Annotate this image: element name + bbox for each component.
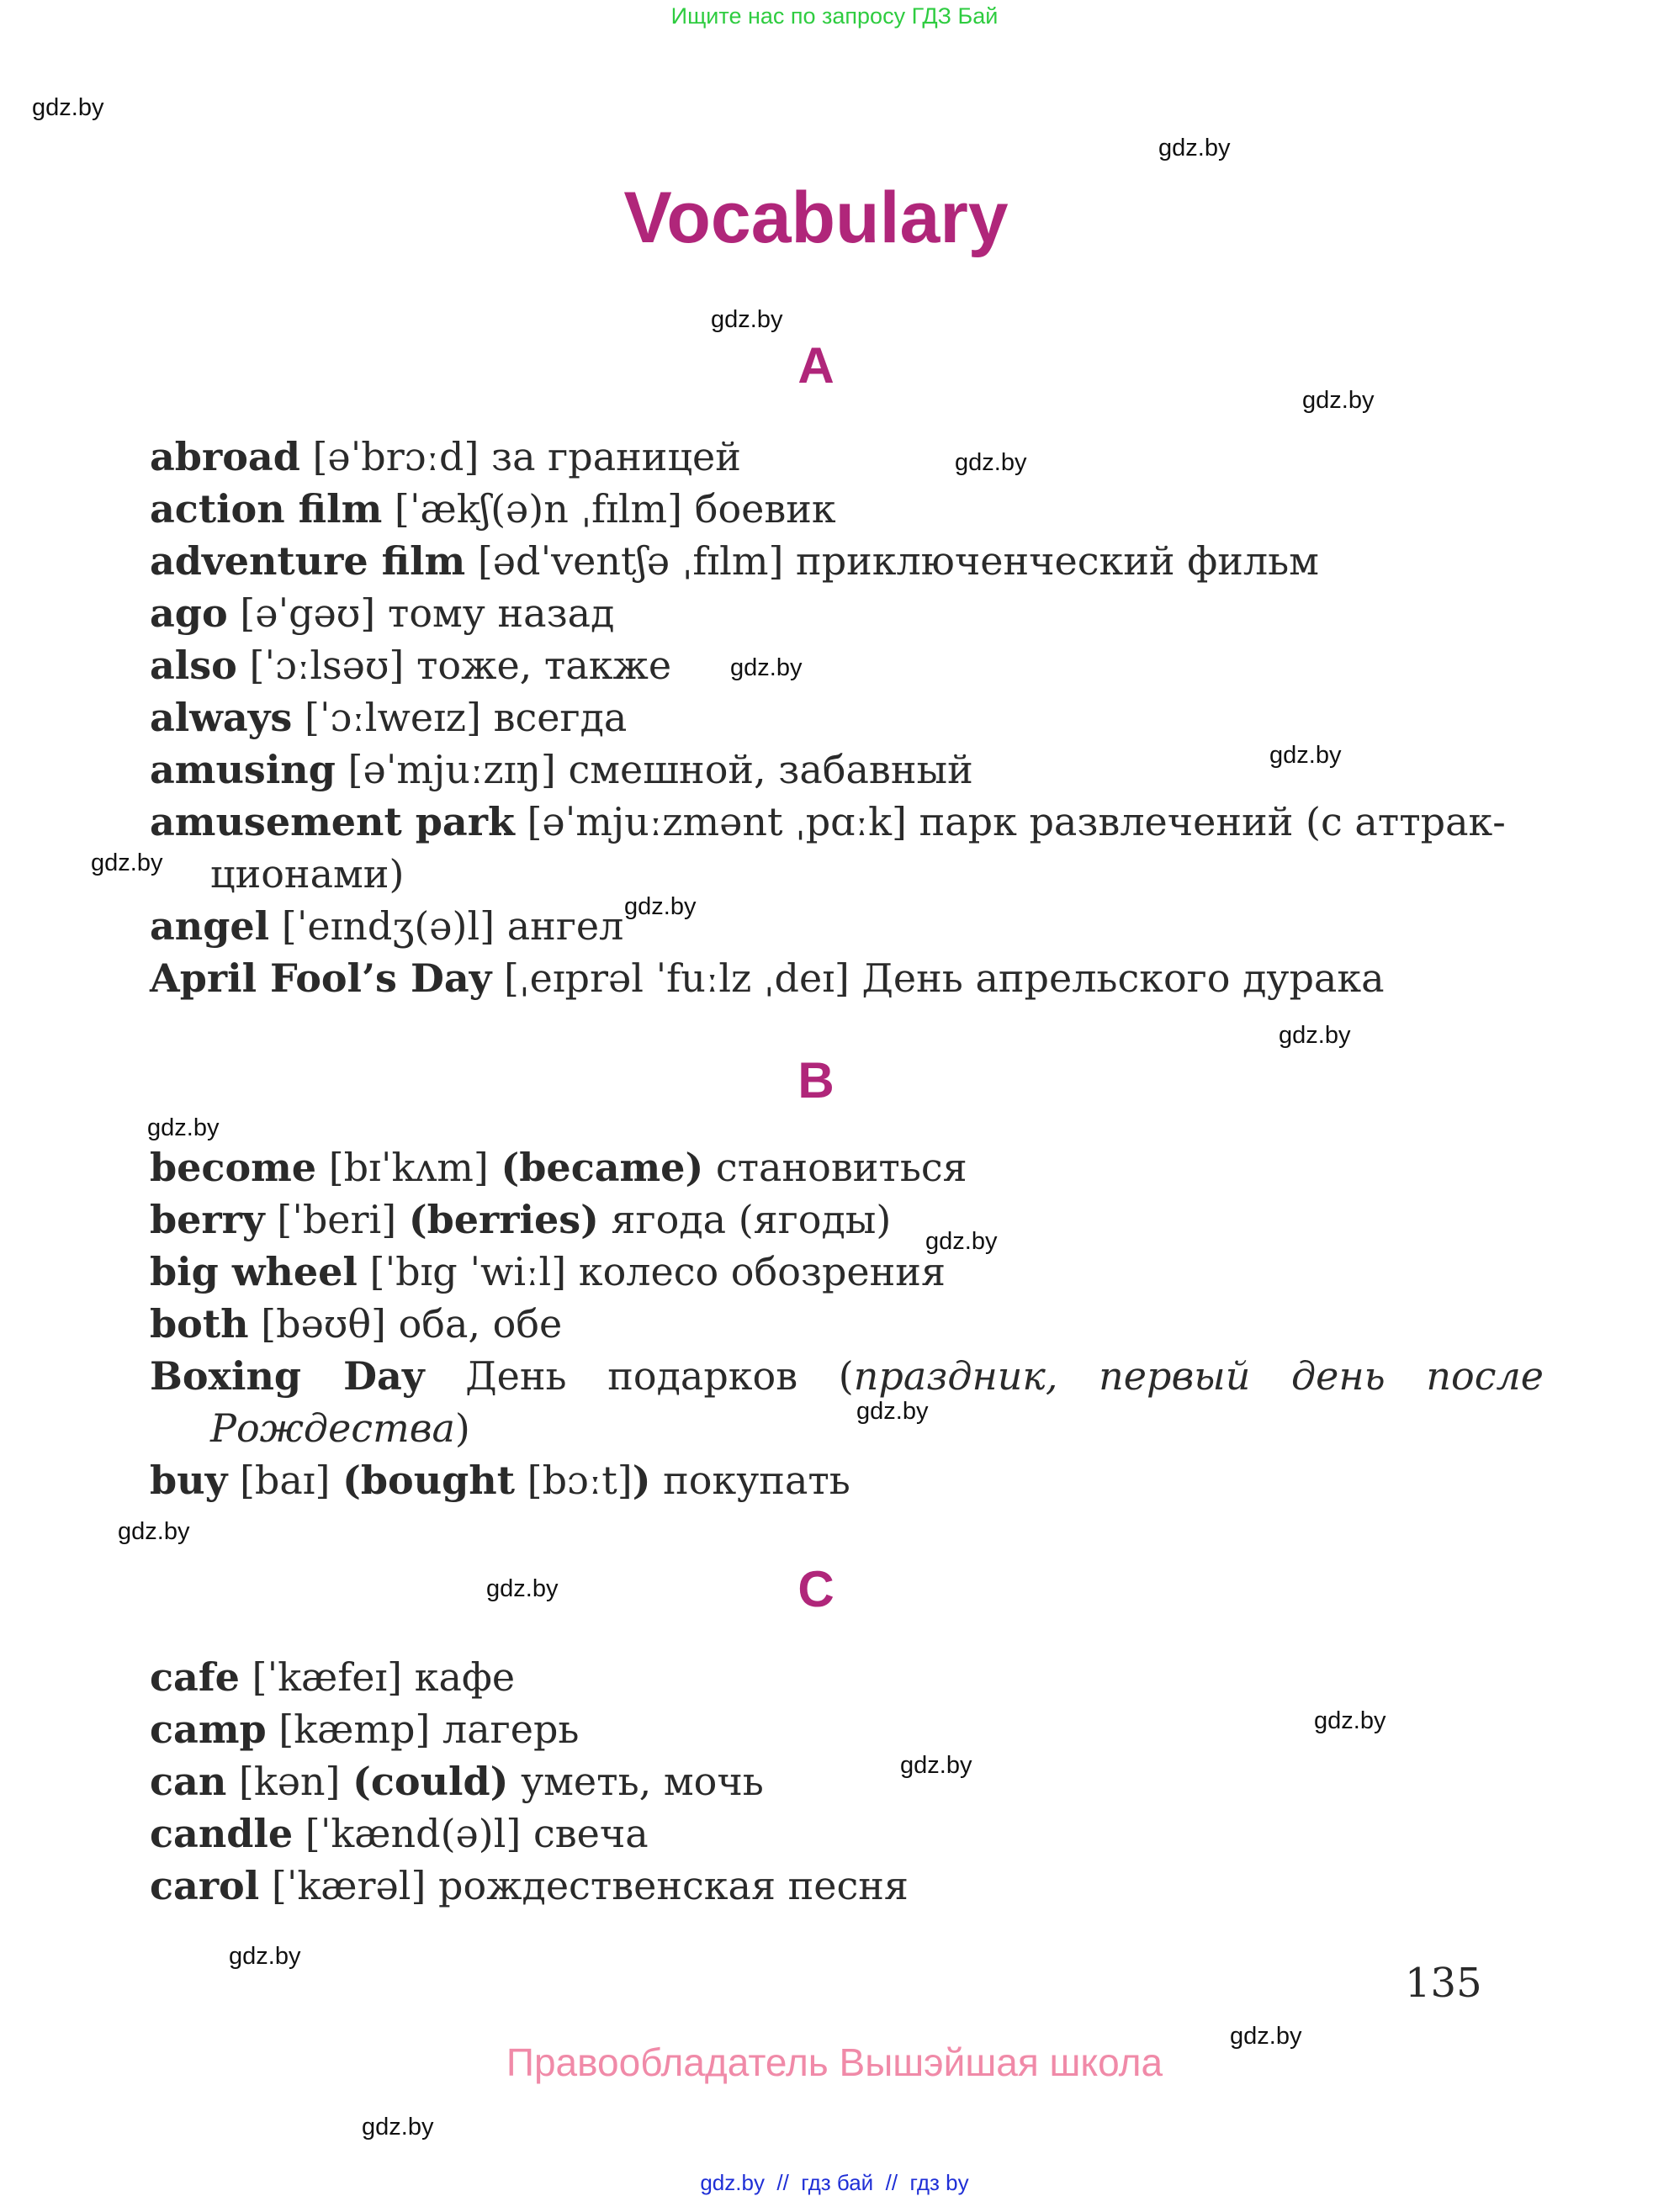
headword: ago	[150, 590, 228, 636]
headword: can	[150, 1759, 227, 1804]
watermark: gdz.by	[1158, 135, 1231, 161]
translation: тоже, также	[416, 643, 672, 688]
copyright-notice: Правообладатель Вышэйшая школа	[506, 2040, 1163, 2084]
translation: рождественская песня	[438, 1863, 909, 1908]
headword: cafe	[150, 1654, 240, 1700]
vocab-entry	[150, 1298, 1483, 1350]
headword: abroad	[150, 434, 300, 479]
translation-end: )	[454, 1405, 470, 1451]
vocab-entry	[150, 639, 1483, 691]
transcription: [əˈbrɔːd]	[312, 434, 480, 479]
headword: both	[150, 1301, 249, 1347]
headword: action film	[150, 486, 383, 532]
translation: ягода (ягоды)	[611, 1197, 892, 1242]
headword: April Fool’s Day	[150, 955, 492, 1001]
transcription: [ˈbɪg ˈwiːl]	[369, 1249, 567, 1294]
transcription: [ˈkænd(ə)l]	[305, 1811, 522, 1856]
translation: тому назад	[387, 590, 615, 636]
transcription: [bəʊθ]	[261, 1301, 386, 1347]
translation: День подарков (	[465, 1353, 854, 1399]
watermark: gdz.by	[856, 1398, 929, 1425]
word-form-transcription: [bɔːt]	[527, 1458, 633, 1503]
headword: adventure film	[150, 538, 466, 584]
headword: candle	[150, 1811, 294, 1856]
transcription: [kæmp]	[278, 1707, 431, 1752]
transcription: [bɪˈkʌm]	[328, 1145, 489, 1190]
word-form-end: )	[632, 1458, 651, 1503]
word-form: (could)	[352, 1759, 509, 1804]
watermark: gdz.by	[624, 893, 697, 920]
vocab-entry	[150, 1350, 1544, 1454]
translation: приключенческий фильм	[796, 538, 1319, 584]
headword: amusing	[150, 747, 336, 792]
watermark: gdz.by	[362, 2114, 434, 2141]
headword: big wheel	[150, 1249, 358, 1294]
translation: колесо обозрения	[578, 1249, 946, 1294]
vocab-entry	[150, 535, 1483, 587]
translation: свеча	[532, 1811, 649, 1856]
vocab-entry	[150, 744, 1483, 796]
translation: всегда	[493, 695, 628, 740]
vocab-entry	[150, 587, 1483, 639]
translation: парк развлечений (с аттрак-ционами)	[210, 799, 1506, 897]
word-form: (became)	[501, 1145, 704, 1190]
watermark: gdz.by	[711, 306, 783, 333]
watermark: gdz.by	[118, 1518, 190, 1545]
headword: angel	[150, 903, 270, 949]
headword: always	[150, 695, 293, 740]
watermark: gdz.by	[1230, 2023, 1302, 2050]
translation: становиться	[715, 1145, 967, 1190]
headword: amusement park	[150, 799, 515, 844]
section-letter-c: C	[797, 1561, 834, 1617]
translation: лагерь	[442, 1707, 580, 1752]
footer-links[interactable]: gdz.by // гдз бай // гдз by	[700, 2170, 969, 2195]
watermark: gdz.by	[147, 1114, 220, 1141]
translation: за границей	[491, 434, 741, 479]
transcription: [ˈækʃ(ə)n ˌfɪlm]	[394, 486, 683, 532]
watermark: gdz.by	[900, 1752, 972, 1779]
translation: ангел	[506, 903, 624, 949]
translation: боевик	[694, 486, 836, 532]
transcription: [ədˈventʃə ˌfɪlm]	[477, 538, 784, 584]
headword: carol	[150, 1863, 260, 1908]
translation: оба, обе	[398, 1301, 563, 1347]
translation: смешной, забавный	[568, 747, 973, 792]
word-form: (berries)	[408, 1197, 599, 1242]
watermark: gdz.by	[229, 1943, 301, 1970]
watermark: gdz.by	[1279, 1022, 1351, 1049]
top-banner[interactable]: Ищите нас по запросу ГДЗ Бай	[670, 3, 999, 29]
transcription: [əˈmjuːzɪŋ]	[347, 747, 556, 792]
page-number: 135	[1405, 1960, 1482, 2007]
transcription: [ˈkærəl]	[271, 1863, 427, 1908]
vocab-entry	[150, 1193, 1483, 1246]
watermark: gdz.by	[955, 449, 1027, 476]
translation: покупать	[663, 1458, 850, 1503]
transcription: [kən]	[238, 1759, 341, 1804]
vocab-entry	[150, 952, 1483, 1004]
watermark: gdz.by	[1269, 742, 1342, 769]
transcription: [ˈeɪndʒ(ə)l]	[281, 903, 495, 949]
transcription: [baɪ]	[239, 1458, 331, 1503]
vocab-entry	[150, 483, 1483, 535]
headword: also	[150, 643, 237, 688]
watermark: gdz.by	[32, 94, 104, 121]
headword: Boxing Day	[150, 1353, 425, 1399]
word-form: (bought	[342, 1458, 515, 1503]
vocab-entry	[150, 1141, 1483, 1193]
transcription: [əˈgəʊ]	[240, 590, 376, 636]
page-title: Vocabulary	[623, 177, 1009, 258]
watermark: gdz.by	[1302, 387, 1375, 414]
headword: camp	[150, 1707, 267, 1752]
vocab-entry	[150, 1807, 1483, 1860]
vocab-entry	[150, 1860, 1483, 1912]
headword: buy	[150, 1458, 228, 1503]
vocab-entry	[150, 900, 1483, 952]
transcription: [ˈɔːlweɪz]	[304, 695, 481, 740]
transcription: [ˈberi]	[277, 1197, 397, 1242]
watermark: gdz.by	[91, 849, 163, 876]
vocab-entry	[150, 1651, 1483, 1703]
transcription: [ˈkæfeɪ]	[252, 1654, 403, 1700]
vocab-entry	[150, 796, 1544, 900]
section-letter-a: A	[797, 337, 834, 394]
transcription: [ˌeɪprəl ˈfuːlz ˌdeɪ]	[504, 955, 850, 1001]
headword: berry	[150, 1197, 265, 1242]
headword: become	[150, 1145, 317, 1190]
vocab-entry	[150, 431, 1483, 483]
vocab-entry	[150, 691, 1483, 744]
watermark: gdz.by	[486, 1575, 559, 1602]
section-letter-b: B	[797, 1052, 834, 1109]
transcription: [ˈɔːlsəʊ]	[249, 643, 405, 688]
translation: уметь, мочь	[521, 1759, 764, 1804]
vocab-entry	[150, 1755, 1483, 1807]
vocab-entry	[150, 1703, 1483, 1755]
usage-note: праздник, первый день после Рождества	[210, 1353, 1544, 1451]
vocab-entry	[150, 1454, 1483, 1506]
translation: День апрельского дурака	[861, 955, 1385, 1001]
vocab-entry	[150, 1246, 1483, 1298]
transcription: [əˈmjuːzmənt ˌpɑːk]	[527, 799, 907, 844]
watermark: gdz.by	[1314, 1707, 1386, 1734]
watermark: gdz.by	[730, 654, 803, 681]
watermark: gdz.by	[925, 1228, 998, 1255]
translation: кафе	[414, 1654, 516, 1700]
